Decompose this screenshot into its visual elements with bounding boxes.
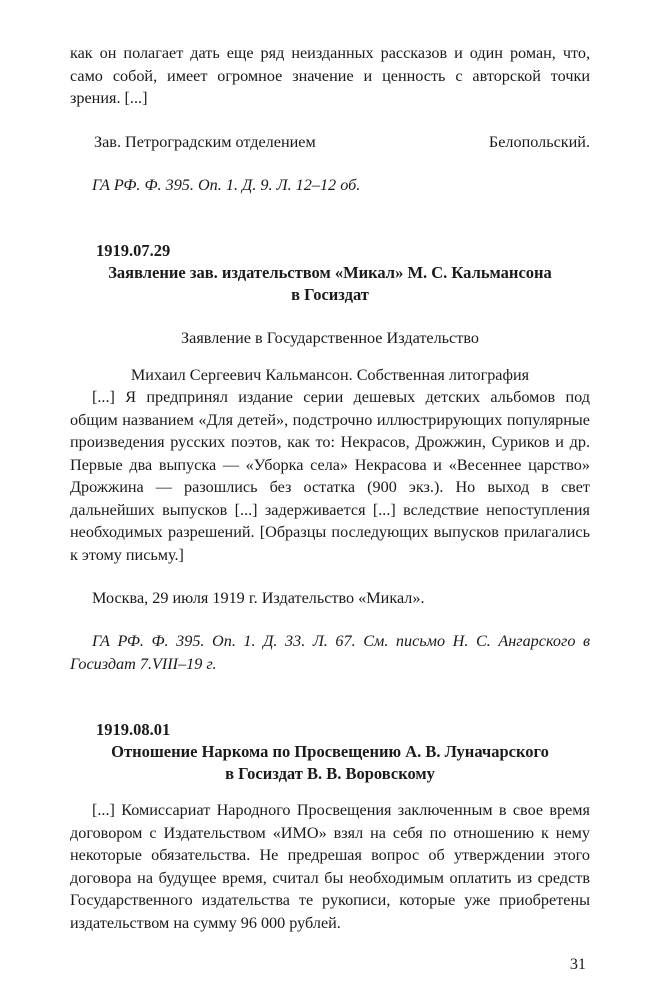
letterhead-caption: Михаил Сергеевич Кальмансон. Собственная литография <box>130 366 530 384</box>
document-body-1: [...] Я предпринял издание серии дешевых детских альбомов под общим названием «Для детей», подстрочно иллюстрирующих популярные произведения русских поэтов, как то: Некрасов, Дрожжин, Суриков и др. Первые два выпуска — «Уборка села» Некрасова и «Весеннее царство» Дрожжина — разошлись без остатка (900 экз.). Но выход в свет дальнейших выпусков [...] задерживается [...] вследствие непоступления необходимых разрешений. [Образцы последующих выпусков прилагались к этому письму.] <box>70 388 590 564</box>
page-number: 31 <box>569 955 586 973</box>
continuation-paragraph: как он полагает дать еще ряд неизданных рассказов и один роман, что, само собой, имеет огромное значение и ценность с авторской точки зрения. [...] <box>70 44 590 107</box>
document-title-2-line1: Отношение Наркома по Просвещению А. В. Луначарского <box>111 742 549 761</box>
archive-source-1: ГА РФ. Ф. 395. Оп. 1. Д. 9. Л. 12–12 об. <box>92 175 361 194</box>
signature-line <box>70 131 590 153</box>
page-body <box>70 42 590 934</box>
archive-source-2: ГА РФ. Ф. 395. Оп. 1. Д. 33. Л. 67. См. письмо Н. С. Ангарского в Госиздат 7.VIII–19 г. <box>70 632 590 673</box>
document-title-1-line1: Заявление зав. издательством «Микал» М. С. Кальмансона <box>108 263 552 282</box>
document-date-2: 1919.08.01 <box>96 720 171 739</box>
document-title-2-line2: в Госиздат В. В. Воровскому <box>225 764 435 783</box>
document-place-date-1: Москва, 29 июля 1919 г. Издательство «Микал». <box>92 589 425 607</box>
document-body-2: [...] Комиссариат Народного Просвещения заключенным в свое время договором с Издательством «ИМО» взял на себя по отношению к нему некоторые обязательства. Не предрешая вопрос об утверждении этого договора на будущее время, считал бы необходимым оплатить из средств Государственного издательства те рукописи, которые уже приобретены издательством на сумму 96 000 рублей. <box>70 801 590 932</box>
signature-name: Белопольский. <box>488 132 590 151</box>
document-date-1: 1919.07.29 <box>96 241 171 260</box>
document-subtitle-1: Заявление в Государственное Издательство <box>181 329 479 347</box>
document-title-1-line2: в Госиздат <box>291 285 369 304</box>
signature-position: Зав. Петроградским отделением <box>94 132 316 151</box>
